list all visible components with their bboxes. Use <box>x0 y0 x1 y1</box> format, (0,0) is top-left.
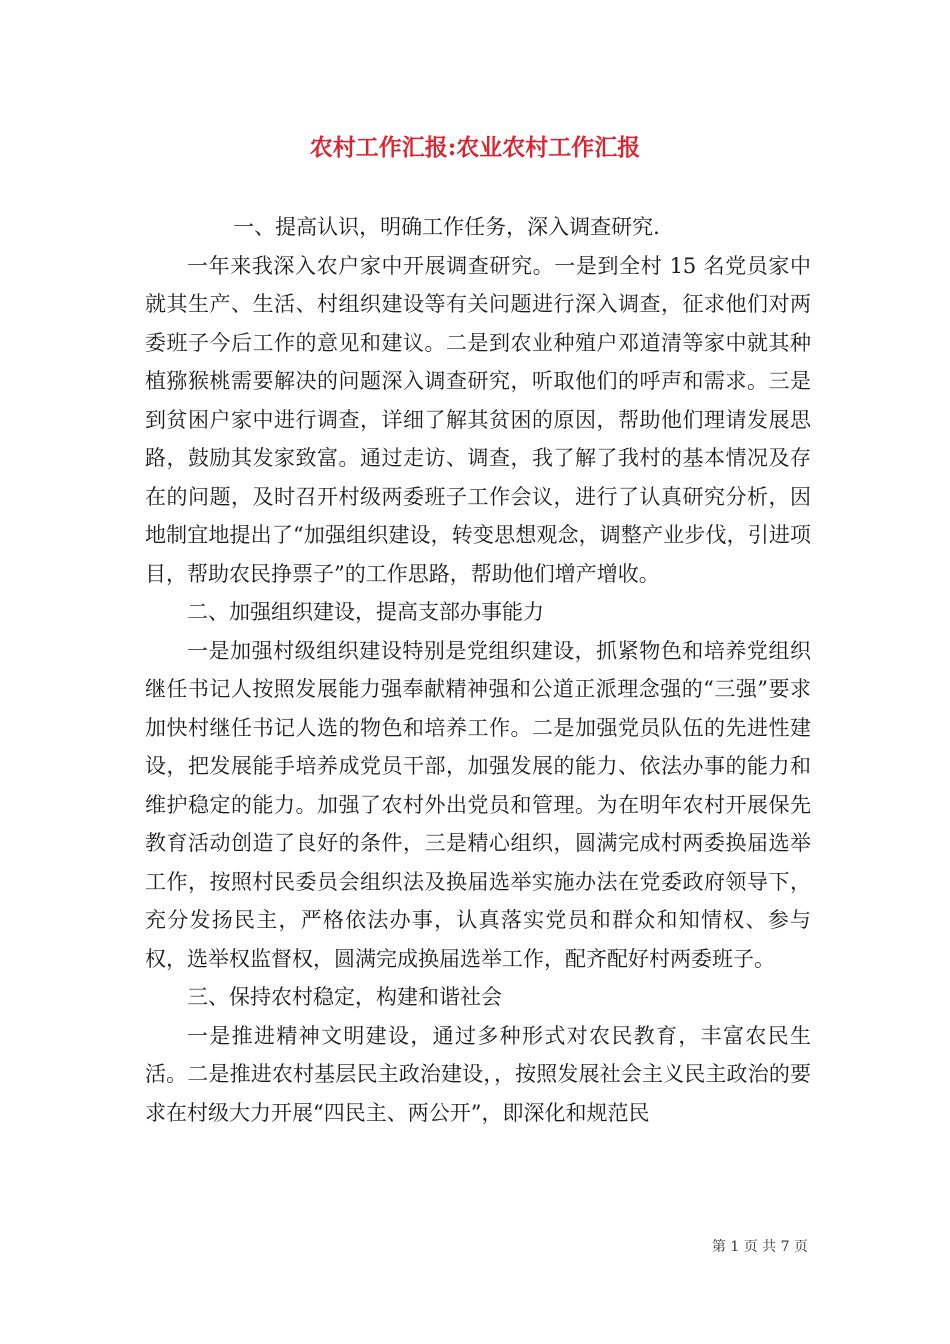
section-3-paragraph: 一是推进精神文明建设，通过多种形式对农民教育，丰富农民生活。二是推进农村基层民主政治建设，，按照发展社会主义民主政治的要求在村级大力开展“四民主、两公开”，即深化和规范民 <box>145 1023 811 1125</box>
section-heading-1: 一、提高认识，明确工作任务，深入调查研究. <box>233 215 660 239</box>
document-body <box>145 208 811 1132</box>
section-heading-2: 二、加强组织建设，提高支部办事能力 <box>187 600 544 624</box>
document-title: 农村工作汇报:农业农村工作汇报 <box>309 134 641 161</box>
section-1-paragraph: 一年来我深入农户家中开展调查研究。一是到全村 15 名党员家中就其生产、生活、村组织建设等有关问题进行深入调查，征求他们对两委班子今后工作的意见和建议。二是到农业种殖户邓道清等家中就其种植猕猴桃需要解决的问题深入调查研究，听取他们的呼声和需求。三是到贫困户家中进行调查，详细了解其贫困的原因，帮助他们理请发展思路，鼓励其发家致富。通过走访、调查，我了解了我村的基本情况及存在的问题，及时召开村级两委班子工作会议，进行了认真研究分析，因地制宜地提出了“加强组织建设，转变思想观念，调整产业步伐，引进项目，帮助农民挣票子”的工作思路，帮助他们增产增收。 <box>145 253 811 586</box>
page-number: 第 1 页 共 7 页 <box>711 1239 808 1255</box>
section-heading-3: 三、保持农村稳定，构建和谐社会 <box>187 985 502 1009</box>
section-2-paragraph: 一是加强村级组织建设特别是党组织建设，抓紧物色和培养党组织继任书记人按照发展能力强奉献精神强和公道正派理念强的“三强”要求加快村继任书记人选的物色和培养工作。二是加强党员队伍的先进性建设，把发展能手培养成党员干部，加强发展的能力、依法办事的能力和维护稳定的能力。加强了农村外出党员和管理。为在明年农村开展保先教育活动创造了良好的条件，三是精心组织，圆满完成村两委换届选举工作，按照村民委员会组织法及换届选举实施办法在党委政府领导下，充分发扬民主，严格依法办事，认真落实党员和群众和知情权、参与权，选举权监督权，圆满完成换届选举工作，配齐配好村两委班子。 <box>145 638 811 971</box>
